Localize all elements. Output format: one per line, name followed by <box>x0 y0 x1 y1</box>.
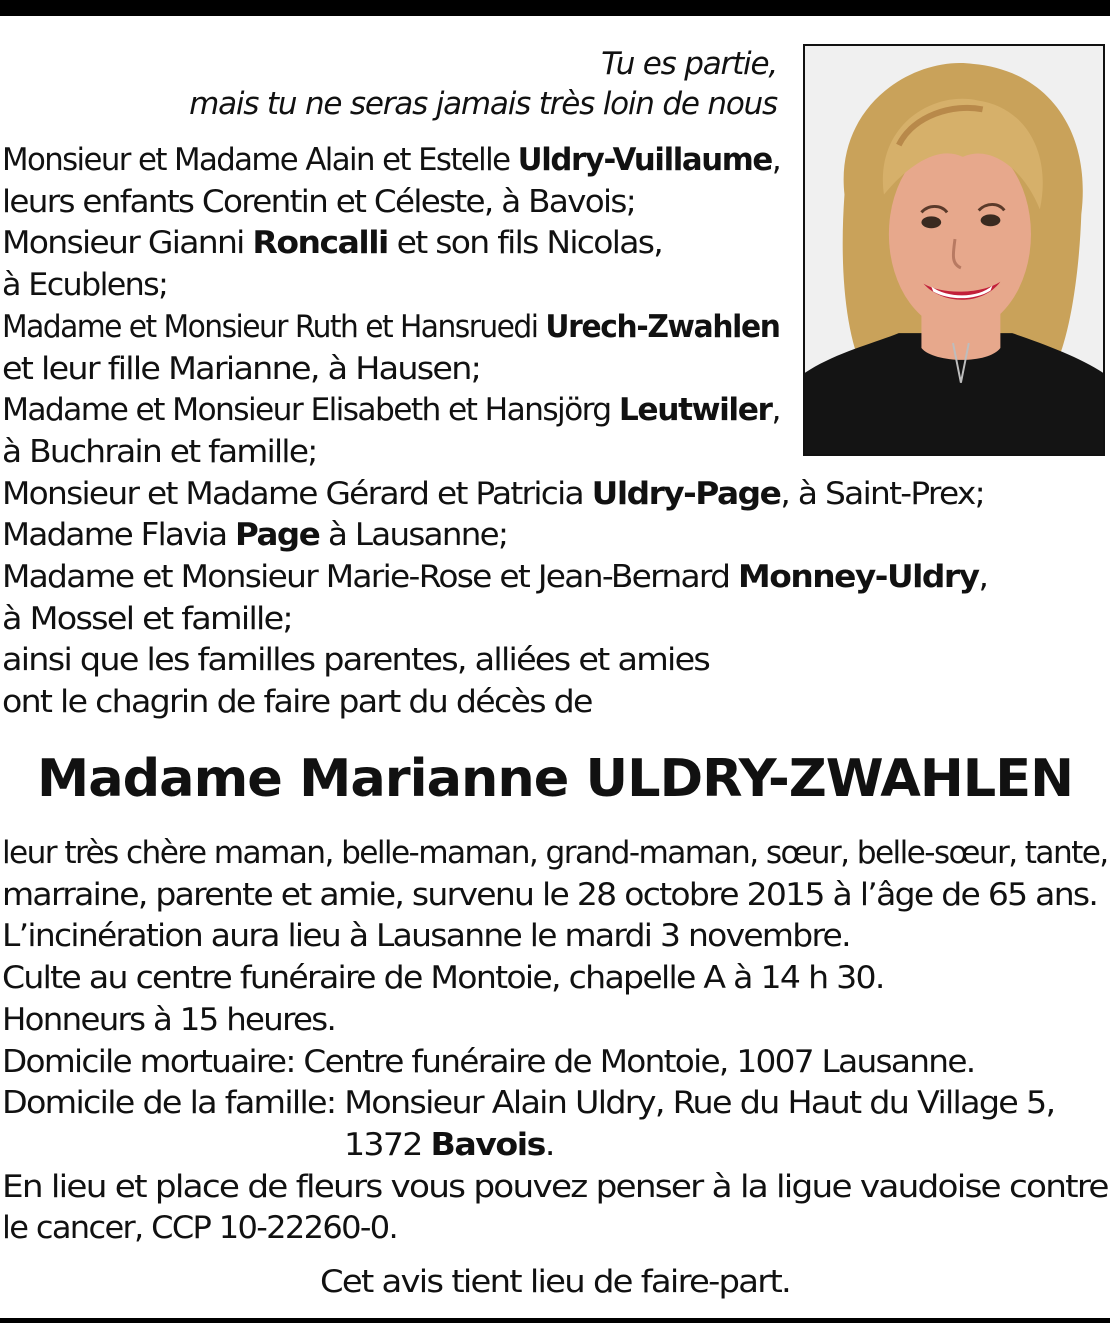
family-line <box>2 474 984 516</box>
family-line <box>2 182 635 224</box>
family-line <box>2 682 592 724</box>
portrait-photo <box>803 44 1105 456</box>
epigraph <box>189 44 777 124</box>
line-text: , <box>771 392 780 429</box>
line-text: leur très chère maman, belle-maman, grand-maman, sœur, belle-sœur, tante, <box>2 835 1108 871</box>
line-text: à Ecublens; <box>2 267 168 304</box>
family-line <box>2 599 292 641</box>
family-name: Page <box>235 517 320 554</box>
line-text: L’incinération aura lieu à Lausanne le mardi 3 novembre. <box>2 918 850 955</box>
line-text: 1372 <box>344 1126 431 1163</box>
deceased-name: Madame Marianne ULDRY-ZWAHLEN <box>37 749 1074 809</box>
family-name: Urech-Zwahlen <box>545 308 780 345</box>
line-text: Madame Flavia <box>2 517 236 554</box>
family-name: Bavois <box>430 1126 545 1163</box>
line-text: Madame et Monsieur Ruth et Hansruedi <box>2 308 546 345</box>
family-name: Uldry-Vuillaume <box>517 142 772 178</box>
line-text: marraine, parente et amie, survenu le 28 octobre 2015 à l’âge de 65 ans. <box>2 876 1098 913</box>
line-text: Monsieur et Madame Alain et Estelle <box>2 142 518 178</box>
family-line <box>2 307 780 349</box>
family-name: Roncalli <box>252 225 388 262</box>
line-text: à Mossel et famille; <box>2 600 292 637</box>
family-line <box>2 223 662 265</box>
line-text: à Lausanne; <box>319 517 508 554</box>
detail-line <box>2 833 1108 875</box>
detail-line <box>344 1125 554 1167</box>
line-text: , <box>771 142 781 178</box>
detail-line <box>2 958 884 1000</box>
line-text: Madame et Monsieur Elisabeth et Hansjörg <box>2 392 619 429</box>
line-text: ont le chagrin de faire part du décès de <box>2 684 592 721</box>
family-line <box>2 349 480 391</box>
detail-line <box>2 916 850 958</box>
detail-line <box>2 1167 1108 1209</box>
line-text: , <box>978 559 988 595</box>
detail-line <box>2 1208 397 1250</box>
family-line <box>2 432 317 474</box>
family-line <box>2 265 167 307</box>
family-line <box>2 515 507 557</box>
line-text: Domicile mortuaire: Centre funéraire de Montoie, 1007 Lausanne. <box>2 1043 975 1080</box>
top-rule <box>0 0 1110 16</box>
family-name: Monney-Uldry <box>738 559 979 595</box>
line-text: ainsi que les familles parentes, alliées et amies <box>2 642 710 679</box>
detail-line <box>2 1000 335 1042</box>
family-name: Uldry-Page <box>591 475 781 512</box>
line-text: à Buchrain et famille; <box>2 433 317 470</box>
line-text: En lieu et place de fleurs vous pouvez penser à la ligue vaudoise contre <box>2 1168 1108 1205</box>
line-text: le cancer, CCP 10-22260-0. <box>2 1210 398 1247</box>
portrait-icon <box>805 46 1103 454</box>
line-text: Honneurs à 15 heures. <box>2 1001 336 1038</box>
bottom-rule <box>0 1318 1110 1323</box>
line-text: leurs enfants Corentin et Céleste, à Bavois; <box>2 183 636 220</box>
epigraph-line-1: Tu es partie, <box>601 46 777 82</box>
footer-note: Cet avis tient lieu de faire-part. <box>320 1264 790 1300</box>
family-name: Leutwiler <box>618 392 772 429</box>
line-text: et leur fille Marianne, à Hausen; <box>2 350 481 387</box>
line-text: . <box>544 1126 554 1163</box>
detail-line <box>2 1042 974 1084</box>
family-line <box>2 640 709 682</box>
line-text: et son fils Nicolas, <box>387 225 663 262</box>
detail-line <box>2 1083 1054 1125</box>
line-text: Monsieur et Madame Gérard et Patricia <box>2 475 592 512</box>
line-text: Domicile de la famille: Monsieur Alain Uldry, Rue du Haut du Village 5, <box>2 1085 1055 1122</box>
line-text: Madame et Monsieur Marie-Rose et Jean-Bernard <box>2 559 739 595</box>
line-text: , à Saint-Prex; <box>780 475 984 512</box>
family-line <box>2 390 780 432</box>
family-line <box>2 140 780 182</box>
detail-line <box>2 875 1097 917</box>
family-line <box>2 557 987 599</box>
line-text: Monsieur Gianni <box>2 225 253 262</box>
line-text: Culte au centre funéraire de Montoie, chapelle A à 14 h 30. <box>2 960 884 997</box>
epigraph-line-2: mais tu ne seras jamais très loin de nous <box>189 86 777 122</box>
